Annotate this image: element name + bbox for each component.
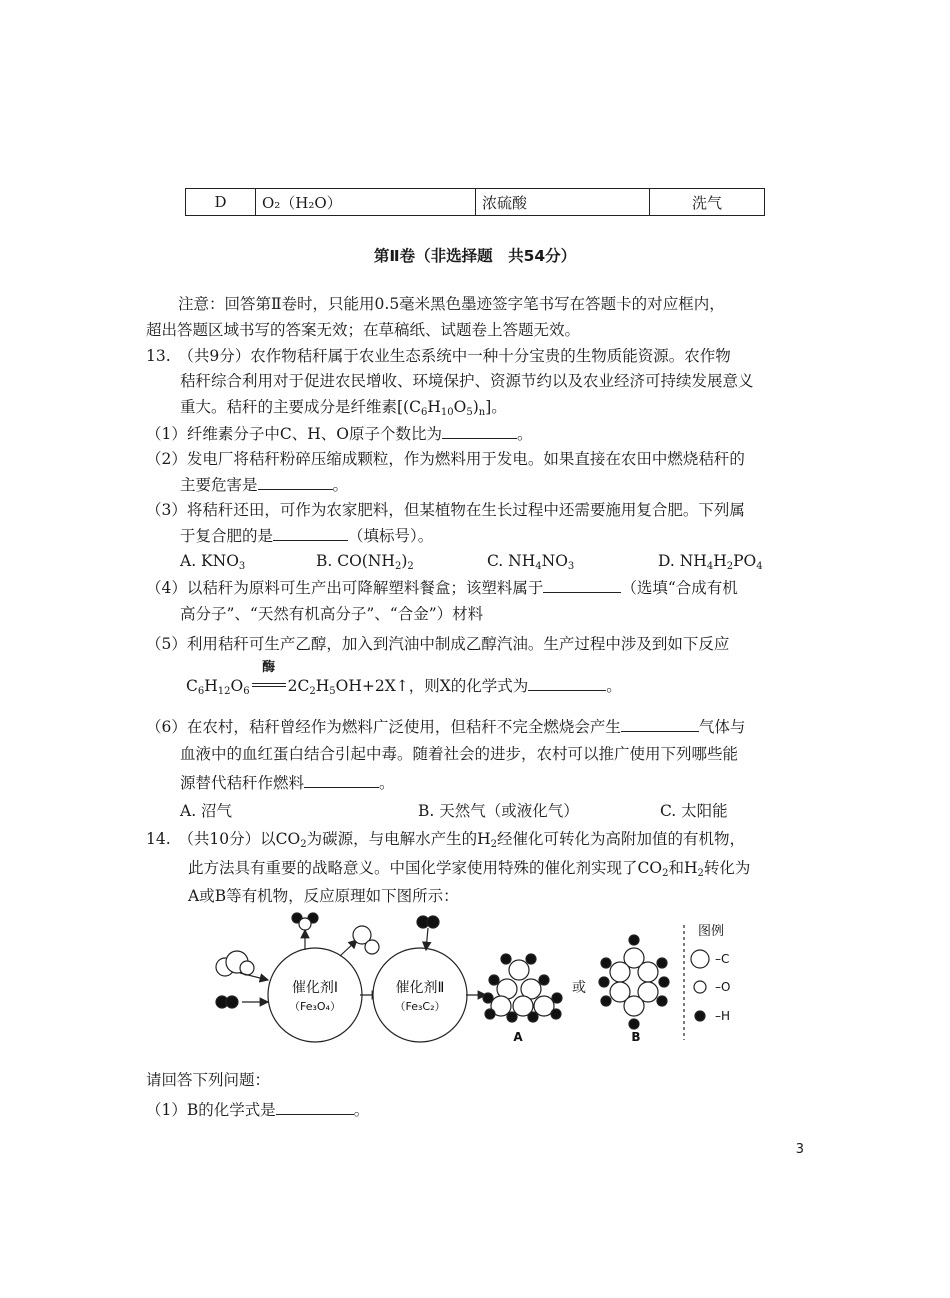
q13-line-1: 13. （共9分）农作物秸秆属于农业生态系统中一种十分宝贵的生物质能资源。农作物 (146, 347, 731, 365)
h2-molecule-icon (216, 996, 238, 1008)
co-molecule-icon (353, 926, 379, 954)
q13-part-3-option-b: B. $CO(NH_2)_2$ (316, 552, 414, 572)
option-table (185, 188, 765, 216)
q13-part-2-line-2: 主要危害是 。 (180, 476, 349, 494)
q13-part-6-option-c: C. 太阳能 (660, 802, 728, 820)
legend-carbon-icon (691, 950, 709, 968)
q14-line-3: A或B等有机物，反应原理如下图所示： (188, 887, 459, 905)
h2o-molecule-icon (292, 913, 318, 930)
q14-line-1: 14. （共10分）以$CO_2$为碳源，与电解水产生的$H_2$经催化可转化为高附加值的有机物， (146, 830, 745, 850)
q14-line-2: 此方法具有重要的战略意义。中国化学家使用特殊的催化剂实现了$CO_2$和$H_2$转化为 (188, 859, 751, 879)
enzyme-condition: 酶 (250, 676, 288, 696)
answer-blank[interactable] (276, 1099, 354, 1115)
molecule-b-label: B (631, 1030, 641, 1044)
q14-prompt: 请回答下列问题： (146, 1071, 271, 1089)
h2-molecule-icon-2 (417, 916, 439, 928)
legend-oxygen-icon (694, 981, 706, 993)
molecule-b-icon (599, 935, 669, 1029)
catalyst-2-formula: （Fe₃C₂） (394, 1000, 446, 1013)
answer-blank[interactable] (258, 474, 333, 490)
q13-part-6-option-a: A. 沼气 (180, 802, 233, 820)
legend-title: 图例 (698, 924, 725, 939)
molecule-a-label: A (513, 1030, 523, 1044)
q13-part-3-option-c: C. $NH_4NO_3$ (487, 552, 575, 572)
legend-carbon-label: –C (715, 952, 730, 966)
notice-line-1: 注意：回答第Ⅱ卷时，只能用0.5毫米黑色墨迹签字笔书写在答题卡的对应框内， (178, 295, 725, 313)
catalyst-1-formula: （Fe₃O₄） (289, 1000, 341, 1013)
q13-part-3-line-1: （3）将秸秆还田，可作为农家肥料，但某植物在生长过程中还需要施用复合肥。下列属 (146, 501, 745, 519)
answer-blank[interactable] (304, 772, 379, 788)
or-label: 或 (572, 980, 586, 996)
q13-line-2: 秸秆综合利用对于促进农民增收、环境保护、资源节约以及农业经济可持续发展意义 (180, 372, 754, 390)
molecule-a-icon (483, 954, 562, 1022)
page-number: 3 (795, 1142, 804, 1157)
q13-part-4-line-1: （4）以秸秆为原料可生产出可降解塑料餐盒；该塑料属于 （选填“合成有机 (146, 579, 738, 597)
reaction-equation: $C_6H_{12}O_6$ 酶 $2C_2H_5OH+2X↑$，则X的化学式为 。 (186, 660, 622, 697)
answer-blank[interactable] (528, 675, 606, 691)
q13-part-3-option-a: A. $KNO_3$ (180, 552, 246, 572)
q13-part-3-line-2: 于复合肥的是 （填标号）。 (180, 527, 434, 545)
table-cell-reagent: 浓硫酸 (476, 189, 650, 216)
section-title: 第Ⅱ卷（非选择题 共54分） (373, 247, 577, 265)
answer-blank[interactable] (273, 525, 348, 541)
table-cell-substance: O₂（H₂O） (256, 189, 476, 216)
legend-oxygen-label: –O (715, 980, 731, 994)
q14-part-1: （1）B的化学式是 。 (146, 1101, 370, 1119)
reaction-diagram (200, 910, 760, 1050)
q13-part-4-line-2: 高分子”、“天然有机高分子”、“合金”）材料 (180, 605, 484, 623)
answer-blank[interactable] (543, 577, 621, 593)
q13-line-3: 重大。秸秆的主要成分是纤维素$[(C_6H_{10}O_5)_n]$。 (180, 398, 507, 418)
notice-line-2: 超出答题区域书写的答案无效；在草稿纸、试题卷上答题无效。 (146, 321, 581, 339)
legend-hydrogen-label: –H (715, 1009, 731, 1023)
catalyst-2-name: 催化剂Ⅱ (395, 980, 445, 996)
table-cell-option: D (186, 189, 256, 216)
q13-part-5-line-1: （5）利用秸秆可生产乙醇，加入到汽油中制成乙醇汽油。生产过程中涉及到如下反应 (146, 635, 730, 653)
q13-part-6-line-1: （6）在农村，秸秆曾经作为燃料广泛使用，但秸秆不完全燃烧会产生 气体与 (146, 718, 746, 736)
co2-molecule-icon (216, 951, 254, 976)
q13-part-6-line-3: 源替代秸秆作燃料 。 (180, 774, 395, 792)
answer-blank[interactable] (621, 716, 699, 732)
catalyst-1-name: 催化剂Ⅰ (291, 980, 339, 996)
q13-part-3-option-d: D. $NH_4H_2PO_4$ (658, 552, 763, 572)
q13-part-1: （1）纤维素分子中C、H、O原子个数比为 。 (146, 425, 533, 443)
q13-part-6-option-b: B. 天然气（或液化气） (418, 802, 579, 820)
answer-blank[interactable] (442, 423, 517, 439)
q13-part-2-line-1: （2）发电厂将秸秆粉碎压缩成颗粒，作为燃料用于发电。如果直接在农田中燃烧秸秆的 (146, 450, 745, 468)
table-cell-method: 洗气 (650, 189, 765, 216)
legend-hydrogen-icon (695, 1011, 705, 1021)
q13-part-6-line-2: 血液中的血红蛋白结合引起中毒。随着社会的进步，农村可以推广使用下列哪些能 (180, 745, 739, 763)
table-row (186, 189, 765, 216)
